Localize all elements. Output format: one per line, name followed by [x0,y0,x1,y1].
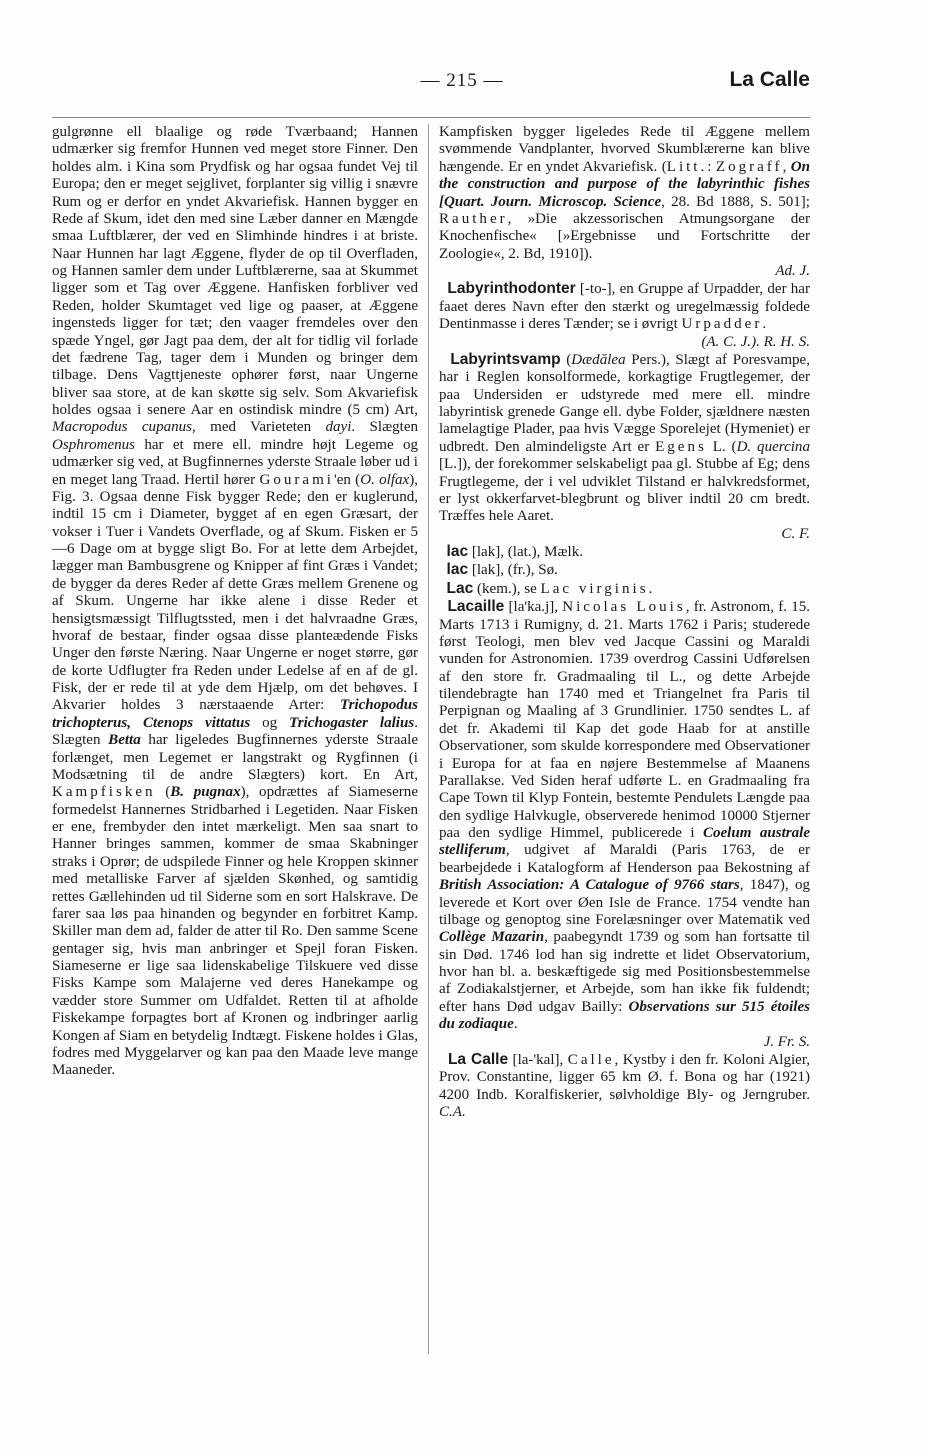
headword: La Calle [447,1050,509,1068]
entry-labyrintsvamp: Labyrintsvamp (Dædălea Pers.), Slægt af Poresvampe, har i Reglen konsolformede, korkagtige Frugtlegemer, der paa Undersiden er udstyrede med mere ell. mindre labyrintisk grenede Gange ell. dybe Folder, sjældnere næsten lamelagtige Plader, paa hvis Vægge Sporelejet (Hymeniet) er udbredt. Den almindeligste Art er Egens L. (D. quercina [L.]), der forekommer selskabeligt paa gl. Stubbe af Eg; dens Frugtlegeme, der i vel udviklet Tilstand er halvkredsformet, er lyst okkerfarvet-blegbrunt og bliver indtil 20 cm bredt. Træffes hele Aaret. [439,350,810,525]
headword: Lac [446,579,474,597]
entry-labyrinth-fishes-continued: gulgrønne ell blaalige og røde Tværbaand; Hannen udmærker sig fremfor Hunnen ved meget store Finner. Den holdes alm. i Kina som Prydfisk og har ogsaa fundet Vej til Europa; den er meget sejglivet, forplanter sig villig i snævre Rum og er derfor en yndet Akvariefisk. Hannen bygger en Rede af Skum, idet den med sine Læber danner en Mængde smaa Luftblærer, der ved en Slimhinde hindres i at briste. Naar Hunnen har lagt Æggene, flyder de op til Overfladen, og Hannen samler dem under Luftblærerne, saa at Skummet ligger som et Tag over Æggene. Hanfisken forbliver ved Reden, holder Skumtaget ved lige og paaser, at Æggene ingensteds ligger for tæt; den vaager fremdeles over den spæde Yngel, gør Jagt paa dem, der alt for tidlig vil forlade det fædrene Tag, tager dem i Munden og bringer dem tilbage. Dens Vagttjeneste ophører først, naar Ungerne bliver saa store, at de kan skøtte sig selv. Som Akvariefisk holdes ogsaa i senere Aar en ostindisk mindre (5 cm) Art, Macropodus cupanus, med Varieteten dayi. Slægten Osphromenus har et mere ell. mindre højt Legeme og udmærker sig ved, at Bugfinnernes yderste Straale løber ud i en meget lang Traad. Hertil hører Gourami'en (O. olfax), Fig. 3. Ogsaa denne Fisk bygger Rede; den er kuglerund, indtil 15 cm i Diameter, bygget af en egen Græsart, der vokser i Tuer i Vandets Overflade, og af Skum. Fisken er 5—6 Dage om at bygge sligt Bo. For at lette dem Arbejdet, lægger man Bambusgrene og Knipper af fint Græs i Vandet; de bygger da deres Reder af dette Græs mellem Grenene og af Skum. Ungerne har ikke alene i disse Reder et hensigtsmæssigt Tilflugtssted, men i det halvraadne Græs, hvoraf de bestaar, finder ogsaa disse planteædende Fisks Unger den første Næring. Naar Ungerne er noget større, gør de korte Udflugter fra Reden under Ledelse af en af de gl. Fisk, der er rede til at yde dem Hjælp, om det behøves. I Akvarier holdes 3 nærstaaende Arter: Trichopodus trichopterus, Ctenops vittatus og Trichogaster lalius. Slægten Betta har ligeledes Bugfinnernes yderste Straale forlænget, men Legemet er langstrakt og Rygfinnen (i Modsætning til de andre Slægters) kort. En Art, Kampfisken (B. pugnax), opdrættes af Siameserne formedelst Hannernes Stridbarhed i Legetiden. Naar Fisken er ene, frembyder den intet mærkeligt. Men saa snart to Hanner bringes sammen, kommer de smaa Skabninger straks i Oprør; de udspilede Finner og hele Kroppen skinner med metalliske Farver af sjælden Skønhed, og samtidig rettes Gællehinden ud til Siderne som en sort Halskrave. De farer saa løs paa hinanden og begynder en forbitret Kamp. Skiller man dem ad, falder de atter til Ro. Den samme Scene gentager sig, hvis man anbringer et Spejl foran Fisken. Siameserne er lige saa lidenskabelige Tilskuere ved disse Fisks Kampe som Malajerne ved deres Hanekampe og vædder store Summer om Udfaldet. Retten til at afholde Fiskekampe forpagtes bort af Kronen og indbringer aarlig Kongen af Siam en betydelig Indtægt. Fiskene holdes i Glas, fodres med Myggelarver og kan paa den Maade leve mange Maaneder. [52,124,418,1079]
signature: C. F. [781,525,810,542]
signature: J. Fr. S. [763,1033,810,1050]
signature: C.A. [439,1104,466,1120]
column-divider [428,124,429,1354]
entry-lac-french: lac [lak], (fr.), Sø. [446,561,558,579]
entry-lacaille: Lacaille [la'ka.j], Nicolas Louis, fr. Astronom, f. 15. Marts 1713 i Rumigny, d. 21. Marts 1762 i Paris; studerede først Teologi, men blev ved Jacque Cassini og Maraldi vunden for Astronomien. 1739 overdrog Cassini Udførelsen af den store fr. Gradmaaling til L., og dette Arbejde tilendebragte han 1740 med et Triangelnet fra Paris til Perpignan og Maaling af 3 Grundlinier. 1750 sendtes L. af det fr. Akademi til Kap det gode Haab for at anstille Observationer, som skulde korrespondere med Observationer i Europa for at faa en nøjere Bestemmelse af Maanens Parallakse. Ved Siden heraf udførte L. en Gradmaaling fra Cape Town til Klyp Fontein, bestemte Pendulets Længde paa den sydlige Halvkugle, observerede henimod 10000 Stjerner paa den sydlige Himmel, publicerede i Coelum australe stelliferum, udgivet af Maraldi (Paris 1763, de er bearbejdede i Katalogform af Henderson paa Bekostning af British Association: A Catalogue of 9766 stars, 1847), og leverede et Kort over Øen Isle de France. 1754 vendte han tilbage og genoptog sine Forelæsninger over Matematik ved Collège Mazarin, paabegyndt 1739 og som han fortsatte til sin Død. 1746 lod han sig indrette et lidet Observatorium, hvor han bl. a. beskæftigede sig med Positionsbestemmelse af Zodiakalstjerner, et Arbejde, som han ikke fik fuldendt; efter hans Død udgav Bailly: Observations sur 515 étoiles du zodiaque. [439,598,810,1033]
page-header [52,68,810,98]
headword: lac [446,561,469,579]
cross-reference: Lac virginis [540,580,649,597]
entry-labyrinthodonter: Labyrinthodonter [-to-], en Gruppe af Urpadder, der har faaet deres Navn efter den stærkt og uregelmæssig foldede Dentinmasse i deres Tænder; se i øvrigt Urpadder. [439,280,810,333]
running-head: La Calle [729,68,810,91]
headword: Labyrintsvamp [450,350,561,368]
signature: (A. C. J.). R. H. S. [701,333,810,350]
entry-labyrinth-fishes-end: Kampfisken bygger ligeledes Rede til Æggene mellem svømmende Vandplanter, hvorved Skumblærerne kan blive hængende. Er en yndet Akvariefisk. (Litt.: Zograff, On the construction and purpose of the labyrinthic fishes [Quart. Journ. Microscop. Science, 28. Bd 1888, S. 501]; Rauther, »Die akzessorischen Atmungsorgane der Knochenfische« [»Ergebnisse und Fortschritte der Zoologie«, 2. Bd, 1910]). [439,124,810,262]
cross-reference: Urpadder [681,316,763,333]
entry-lac-latin: lac [lak], (lat.), Mælk. [446,543,584,560]
headword: Lacaille [447,598,505,616]
left-column [52,124,418,1374]
headword: lac [446,543,469,560]
entry-la-calle: La Calle [la-'kal], Calle, Kystby i den fr. Koloni Algier, Prov. Constantine, ligger 65 km Ø. f. Bona og har (1921) 4200 Indb. Koralfiskerier, sølvholdige Bly- og Jerngruber. C.A. [439,1050,810,1120]
signature: Ad. J. [775,263,810,279]
right-column [439,124,810,1374]
entry-lac-chemistry: Lac (kem.), se Lac virginis. [446,579,653,597]
header-rule [52,117,810,118]
headword: Labyrinthodonter [447,280,576,298]
page-number: — 215 — [420,70,504,91]
